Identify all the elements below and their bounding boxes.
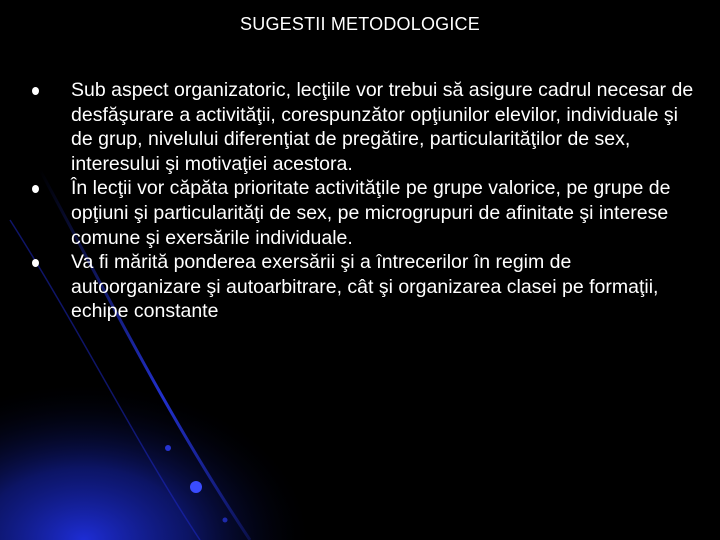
glow-dot-small: [165, 445, 171, 451]
glow-dot-large: [190, 481, 202, 493]
bullet-dot-icon: [32, 87, 39, 95]
glow-dot-faint: [223, 518, 228, 523]
slide-title: SUGESTII METODOLOGICE: [240, 14, 480, 34]
bullet-dot-icon: [32, 185, 39, 193]
list-item: [30, 78, 700, 176]
bullet-list: [30, 78, 700, 324]
list-item: [30, 176, 700, 250]
list-item: [30, 250, 700, 324]
bullet-text: Sub aspect organizatoric, lecţiile vor trebui să asigure cadrul necesar de desfăşurare a activităţii, corespunzător opţiunilor elevilor, individuale şi de grup, nivelului diferenţiat de pregătire, particularităţilor de sex, interesului şi motivaţiei acestora.: [71, 79, 694, 175]
bullet-dot-icon: [32, 259, 39, 267]
bullet-text: În lecţii vor căpăta prioritate activităţile pe grupe valorice, pe grupe de opţiuni şi particularităţi de sex, pe microgrupuri de afinitate şi interese comune şi exersările individuale.: [71, 177, 671, 249]
bullet-text: Va fi mărită ponderea exersării şi a întrecerilor în regim de autoorganizare şi autoarbitrare, cât şi organizarea clasei pe formaţii, echipe constante: [71, 251, 659, 323]
